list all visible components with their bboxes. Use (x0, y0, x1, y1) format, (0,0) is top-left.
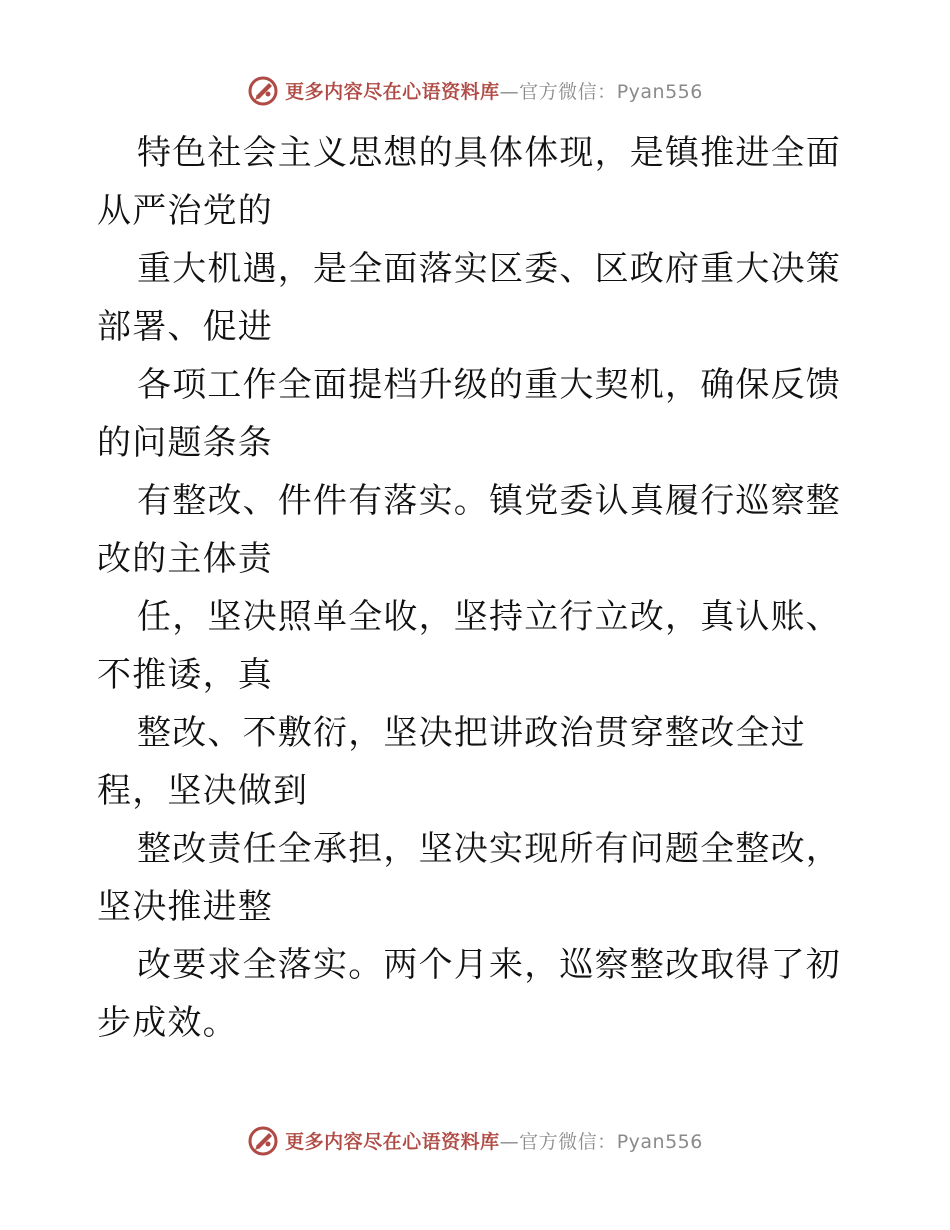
document-body (97, 124, 857, 1052)
banner-main-text: 更多内容尽在心语资料库 (285, 80, 500, 103)
paragraph-6: 整改、不敷衍，坚决把讲政治贯穿整改全过程，坚决做到 (97, 713, 806, 811)
paragraph-1: 特色社会主义思想的具体体现，是镇推进全面从严治党的 (97, 133, 841, 231)
paragraph-8: 改要求全落实。两个月来，巡察整改取得了初步成效。 (97, 945, 841, 1043)
banner-wechat-id: Pyan556 (616, 80, 703, 103)
banner-wechat-label: 官方微信： (519, 1130, 617, 1153)
footer-banner (0, 1120, 950, 1160)
paragraph-7: 整改责任全承担，坚决实现所有问题全整改，坚决推进整 (97, 829, 841, 927)
banner-dash: — (499, 1130, 520, 1153)
paragraph-5: 任，坚决照单全收，坚持立行立改，真认账、不推诿，真 (97, 597, 841, 695)
paragraph-3: 各项工作全面提档升级的重大契机，确保反馈的问题条条 (97, 365, 841, 463)
banner-wechat-label: 官方微信： (519, 80, 617, 103)
banner-dash: — (499, 80, 520, 103)
banner-text (285, 77, 703, 104)
brand-logo-icon (247, 74, 279, 106)
paragraph-2: 重大机遇，是全面落实区委、区政府重大决策部署、促进 (97, 249, 841, 347)
header-banner (0, 70, 950, 110)
banner-wechat-id: Pyan556 (616, 1130, 703, 1153)
brand-logo-icon (247, 1124, 279, 1156)
banner-text (285, 1127, 703, 1154)
banner-main-text: 更多内容尽在心语资料库 (285, 1130, 500, 1153)
paragraph-4: 有整改、件件有落实。镇党委认真履行巡察整改的主体责 (97, 481, 841, 579)
